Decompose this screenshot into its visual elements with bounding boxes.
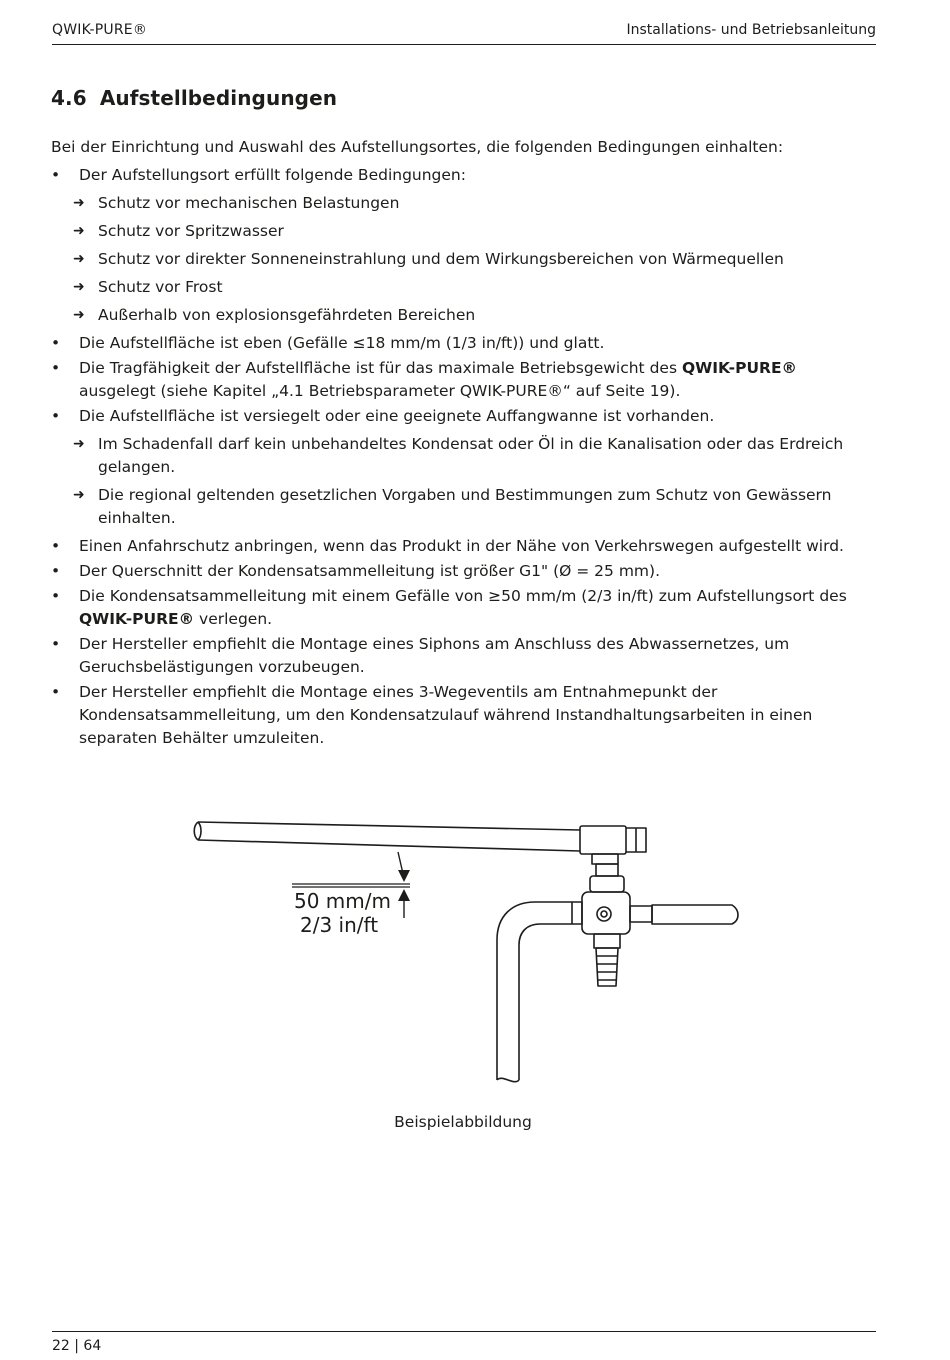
sub-list (73, 433, 875, 530)
list-item: • Der Hersteller empfiehlt die Montage eines Siphons am Anschluss des Abwassernetzes, um Geruchsbelästigungen vorzubeugen. (51, 633, 875, 679)
tee-fitting (580, 826, 646, 864)
list-item (51, 164, 875, 327)
list-item-text: Die Aufstellfläche ist versiegelt oder eine geeignete Auffangwanne ist vorhanden. (79, 407, 715, 425)
arrow-up-icon (398, 889, 410, 901)
arrow-right-icon: ➜ (73, 487, 85, 503)
list-item (51, 405, 875, 530)
condition-list (51, 164, 875, 750)
installation-illustration (190, 812, 750, 1092)
arrow-right-icon: ➜ (73, 251, 85, 267)
valve-handle (652, 905, 738, 924)
slope-imperial-label: 2/3 in/ft (300, 913, 379, 937)
sub-list-item: ➜ Schutz vor direkter Sonneneinstrahlung und dem Wirkungsbereichen von Wärmequellen (79, 248, 875, 271)
drain-elbow-pipe (497, 902, 572, 1082)
sub-list-item: ➜ Im Schadenfall darf kein unbehandeltes Kondensat oder Öl in die Kanalisation oder das Erdreich gelangen. (73, 435, 844, 476)
figure-caption: Beispielabbildung (394, 1113, 532, 1131)
arrow-right-icon: ➜ (73, 223, 85, 239)
list-item: • Der Querschnitt der Kondensatsammelleitung ist größer G1" (Ø = 25 mm). (51, 560, 875, 583)
list-item: • Die Aufstellfläche ist eben (Gefälle ≤18 mm/m (1/3 in/ft)) und glatt. (51, 332, 875, 355)
arrow-right-icon: ➜ (73, 436, 85, 452)
list-item-text: Der Aufstellungsort erfüllt folgende Bedingungen: (79, 166, 466, 184)
list-item: • Der Hersteller empfiehlt die Montage eines 3-Wegeventils am Entnahmepunkt der Kondensatsammelleitung, um den Kondensatzulauf während Instandhaltungsarbeiten in einen separaten Behälter umzuleiten. (51, 681, 875, 750)
slope-metric-label: 50 mm/m (294, 889, 391, 913)
section-title-text: Aufstellbedingungen (99, 86, 338, 110)
arrow-down-icon (398, 870, 410, 882)
arrow-right-icon: ➜ (73, 195, 85, 211)
section-content (51, 136, 875, 752)
sub-list-item: ➜ Schutz vor mechanischen Belastungen (79, 192, 875, 215)
sub-list-item: ➜ Schutz vor Frost (79, 276, 875, 299)
brand-name: QWIK-PURE® (52, 22, 148, 38)
sub-list-item: ➜ Außerhalb von explosionsgefährdeten Bereichen (79, 304, 875, 327)
section-title (51, 86, 337, 110)
three-way-valve (572, 864, 652, 986)
product-name: QWIK-PURE® (681, 359, 798, 377)
sub-list (73, 192, 875, 327)
page-header (52, 20, 876, 45)
product-name: QWIK-PURE® (79, 610, 195, 628)
section-number: 4.6 (51, 86, 87, 110)
sub-list-item: ➜ Die regional geltenden gesetzlichen Vorgaben und Bestimmungen zum Schutz von Gewässern einhalten. (73, 486, 832, 527)
intro-paragraph: Bei der Einrichtung und Auswahl des Aufstellungsortes, die folgenden Bedingungen einhalten: (51, 138, 784, 156)
page-number: 22 | 64 (52, 1338, 102, 1354)
arrow-right-icon: ➜ (73, 307, 85, 323)
collector-pipe (194, 822, 580, 851)
arrow-right-icon: ➜ (73, 279, 85, 295)
list-item: • Einen Anfahrschutz anbringen, wenn das Produkt in der Nähe von Verkehrswegen aufgestellt wird. (51, 535, 875, 558)
document-title: Installations- und Betriebsanleitung (626, 22, 876, 38)
list-item: • Die Kondensatsammelleitung mit einem Gefälle von ≥50 mm/m (2/3 in/ft) zum Aufstellungsort des QWIK-PURE® verlegen. (51, 585, 875, 631)
list-item: • Die Tragfähigkeit der Aufstellfläche ist für das maximale Betriebsgewicht des QWIK-PURE® ausgelegt (siehe Kapitel „4.1 Betriebsparameter QWIK-PURE®“ auf Seite 19). (51, 357, 875, 403)
page-footer (52, 1331, 876, 1358)
sub-list-item: ➜ Schutz vor Spritzwasser (79, 220, 875, 243)
